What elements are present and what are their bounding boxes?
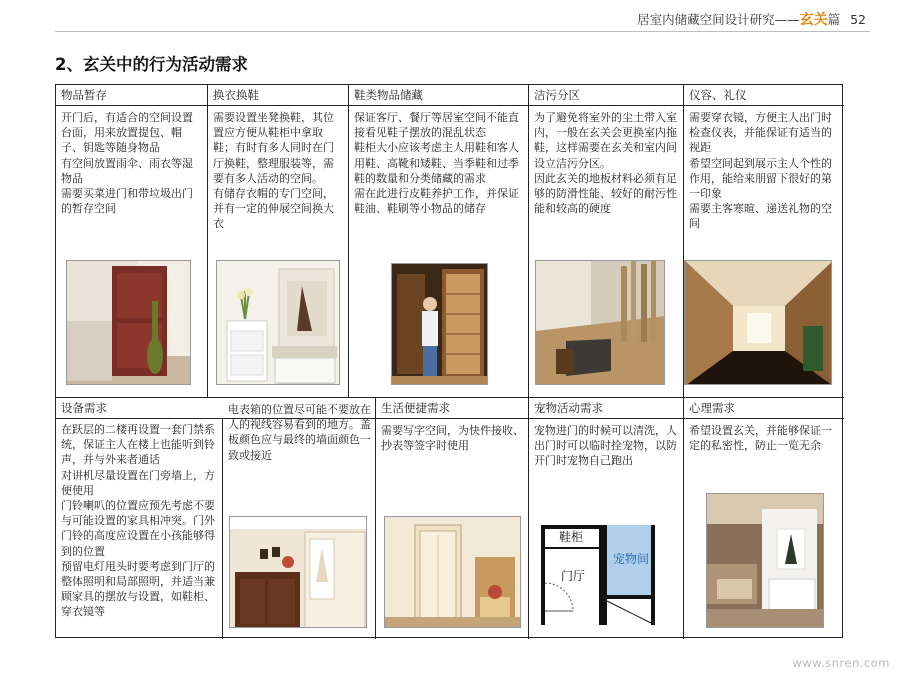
cell-text: 保证客厅、餐厅等居室空间不能直接看见鞋子摆放的混乱状态 鞋柜大小应该考虑主人用鞋和客人用鞋、高靴和矮鞋、当季鞋和过季鞋的数量和分类储藏的需求 需在此进行皮鞋养护工作，并保证鞋油、鞋刷等小物品的储存 (354, 111, 519, 216)
cell-appearance-etiquette (684, 85, 844, 398)
cell-text: 需要写字空间，为快件接收、抄表等签字时使用 (381, 424, 524, 453)
photo-shoe-cabinet-person (391, 263, 488, 385)
cell-convenience (376, 398, 529, 639)
cell-change-clothes (208, 85, 349, 398)
photo-foyer-corridor (684, 260, 832, 385)
cell-text: 希望设置玄关，并能够保证一定的私密性，防止一览无余 (689, 424, 832, 453)
cell-text: 在跃层的二楼再设置一套门禁系统，保证主人在楼上也能听到铃声，并与外来者通话 对讲机尽量设置在门旁墙上，方便使用 门铃喇叭的位置应预先考虑不要与可能设置的家具相冲突。门外门铃的高度应设置在小孩能够得到的位置 预留电灯甩头时要考虑到门厅的整体照明和局部照明，并适当兼顾家具的摆放与设置，如鞋柜、穿衣镜等 (61, 423, 215, 619)
cell-text: 开门后，有适合的空间设置台面，用来放置提包、帽子、钥匙等随身物品 有空间放置雨伞、雨衣等湿物品 需要买菜进门和带垃圾出门的暂存空间 (61, 111, 193, 216)
cell-heading: 仪容、礼仪 (684, 85, 844, 106)
cell-heading: 换衣换鞋 (208, 85, 348, 106)
header-title: 居室内储藏空间设计研究—— (637, 12, 800, 27)
cell-heading: 鞋类物品储藏 (349, 85, 528, 106)
cell-heading: 设备需求 (56, 398, 375, 419)
cell-clean-dirty-zone (529, 85, 684, 398)
section-title: 2、玄关中的行为活动需求 (55, 55, 248, 74)
header-suffix: 篇 (827, 12, 841, 27)
cell-text: 电表箱的位置尽可能不要放在人的视线容易看到的地方。盖板颜色应与最终的墙面颜色一致或接近 (228, 403, 371, 462)
photo-foyer-wardrobe (229, 516, 367, 628)
photo-foyer-floor (535, 260, 665, 385)
watermark: www.snren.com (792, 656, 890, 670)
cell-shoe-storage (349, 85, 529, 398)
cell-text: 需要穿衣镜，方便主人出门时检查仪表，并能保证有适当的视距 希望空间起到展示主人个性的作用，能给来朋留下很好的第一印象 需要主客寒暄、递送礼物的空间 (689, 111, 832, 231)
cell-heading: 宠物活动需求 (529, 398, 683, 419)
cell-heading: 洁污分区 (529, 85, 683, 106)
photo-partition-screen (706, 493, 824, 628)
cell-text: 宠物进门的时候可以清洗，人出门时可以临时拴宠物，以防开门时宠物自己跑出 (534, 424, 677, 468)
photo-foyer-cabinet-umbrella (66, 260, 191, 385)
cell-equipment-meter (223, 398, 376, 639)
header-divider (55, 31, 870, 32)
plan-label-foyer: 门厅 (561, 569, 586, 583)
cell-item-storage (56, 85, 208, 398)
cell-text: 为了避免将室外的尘土带入室内，一般在玄关会更换室内拖鞋，这样需要在玄关和室内间设立洁污分区。 因此玄关的地板材料必须有足够的防滑性能、较好的耐污性能和较高的硬度 (534, 111, 677, 216)
photo-bench-coat-rack (216, 260, 340, 385)
cell-heading: 生活便捷需求 (376, 398, 528, 419)
header-accent: 玄关 (799, 12, 828, 28)
photo-entry-door (384, 516, 521, 628)
cell-text: 需要设置坐凳换鞋，其位置应方便从鞋柜中拿取鞋；有时有多人同时在门厅换鞋，整理服装等，需要有多人活动的空间。 有储存衣帽的专门空间，并有一定的伸展空间换大衣 (213, 111, 334, 231)
plan-label-pet-room: 宠物间 (613, 552, 650, 566)
page-header (637, 9, 866, 29)
pet-room-floor-plan (539, 523, 657, 628)
cell-heading: 物品暂存 (56, 85, 207, 106)
cell-pet-activity (529, 398, 684, 639)
cell-heading: 心理需求 (684, 398, 844, 419)
cell-psychological (684, 398, 844, 639)
page-number: 52 (850, 12, 866, 27)
plan-label-shoe-cabinet: 鞋柜 (559, 530, 584, 544)
requirements-table (55, 84, 843, 638)
cell-equipment-left (56, 419, 223, 639)
